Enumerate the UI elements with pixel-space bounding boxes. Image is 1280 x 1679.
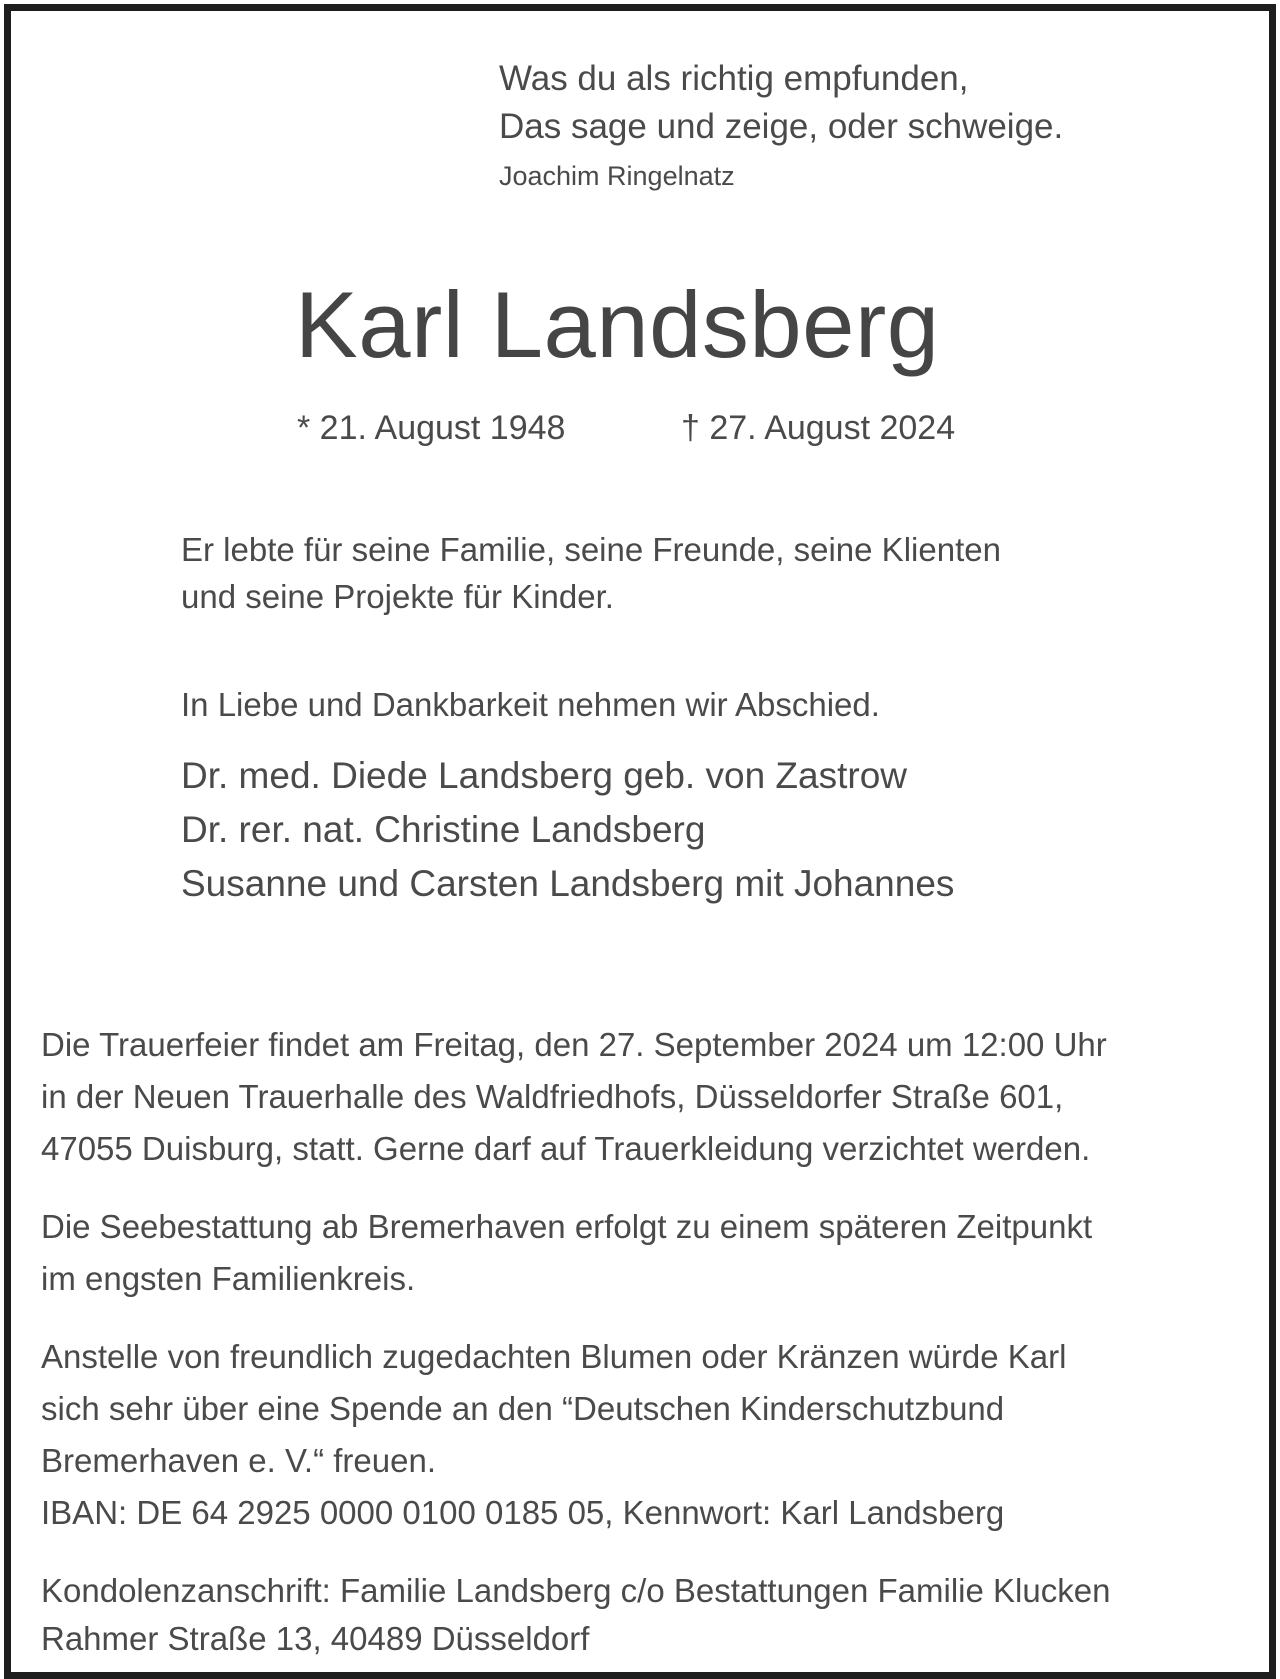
burial-line-2: im engsten Familienkreis.	[41, 1260, 416, 1297]
donation-line-2: sich sehr über eine Spende an den “Deutschen Kinderschutzbund	[41, 1390, 1005, 1427]
condolence-line-1: Kondolenzanschrift: Familie Landsberg c/o Bestattungen Familie Klucken	[41, 1572, 1111, 1609]
donation-line-1: Anstelle von freundlich zugedachten Blumen oder Kränzen würde Karl	[41, 1338, 1067, 1375]
quote-author: Joachim Ringelnatz	[499, 161, 735, 191]
family-member: Susanne und Carsten Landsberg mit Johannes	[181, 863, 955, 904]
donation-line-3: Bremerhaven e. V.“ freuen.	[41, 1442, 437, 1479]
deceased-name: Karl Landsberg	[295, 272, 940, 377]
donation-iban: IBAN: DE 64 2925 0000 0100 0185 05, Kennwort: Karl Landsberg	[41, 1494, 1005, 1531]
quote-line-2: Das sage und zeige, oder schweige.	[499, 107, 1064, 146]
quote-line-1: Was du als richtig empfunden,	[499, 59, 969, 98]
ceremony-line-3: 47055 Duisburg, statt. Gerne darf auf Trauerkleidung verzichtet werden.	[41, 1130, 1091, 1167]
tribute-line-2: und seine Projekte für Kinder.	[181, 578, 614, 615]
family-member: Dr. rer. nat. Christine Landsberg	[181, 809, 706, 850]
condolence-line-2: Rahmer Straße 13, 40489 Düsseldorf	[41, 1620, 590, 1657]
death-date: † 27. August 2024	[681, 409, 956, 447]
burial-line-1: Die Seebestattung ab Bremerhaven erfolgt zu einem späteren Zeitpunkt	[41, 1208, 1093, 1245]
obituary-notice	[4, 4, 1276, 1679]
birth-date: * 21. August 1948	[297, 409, 566, 447]
farewell-text: In Liebe und Dankbarkeit nehmen wir Abschied.	[181, 686, 880, 723]
tribute-line-1: Er lebte für seine Familie, seine Freunde, seine Klienten	[181, 531, 1001, 568]
ceremony-line-1: Die Trauerfeier findet am Freitag, den 27. September 2024 um 12:00 Uhr	[41, 1026, 1107, 1063]
ceremony-line-2: in der Neuen Trauerhalle des Waldfriedhofs, Düsseldorfer Straße 601,	[41, 1078, 1064, 1115]
family-member: Dr. med. Diede Landsberg geb. von Zastrow	[181, 755, 907, 796]
